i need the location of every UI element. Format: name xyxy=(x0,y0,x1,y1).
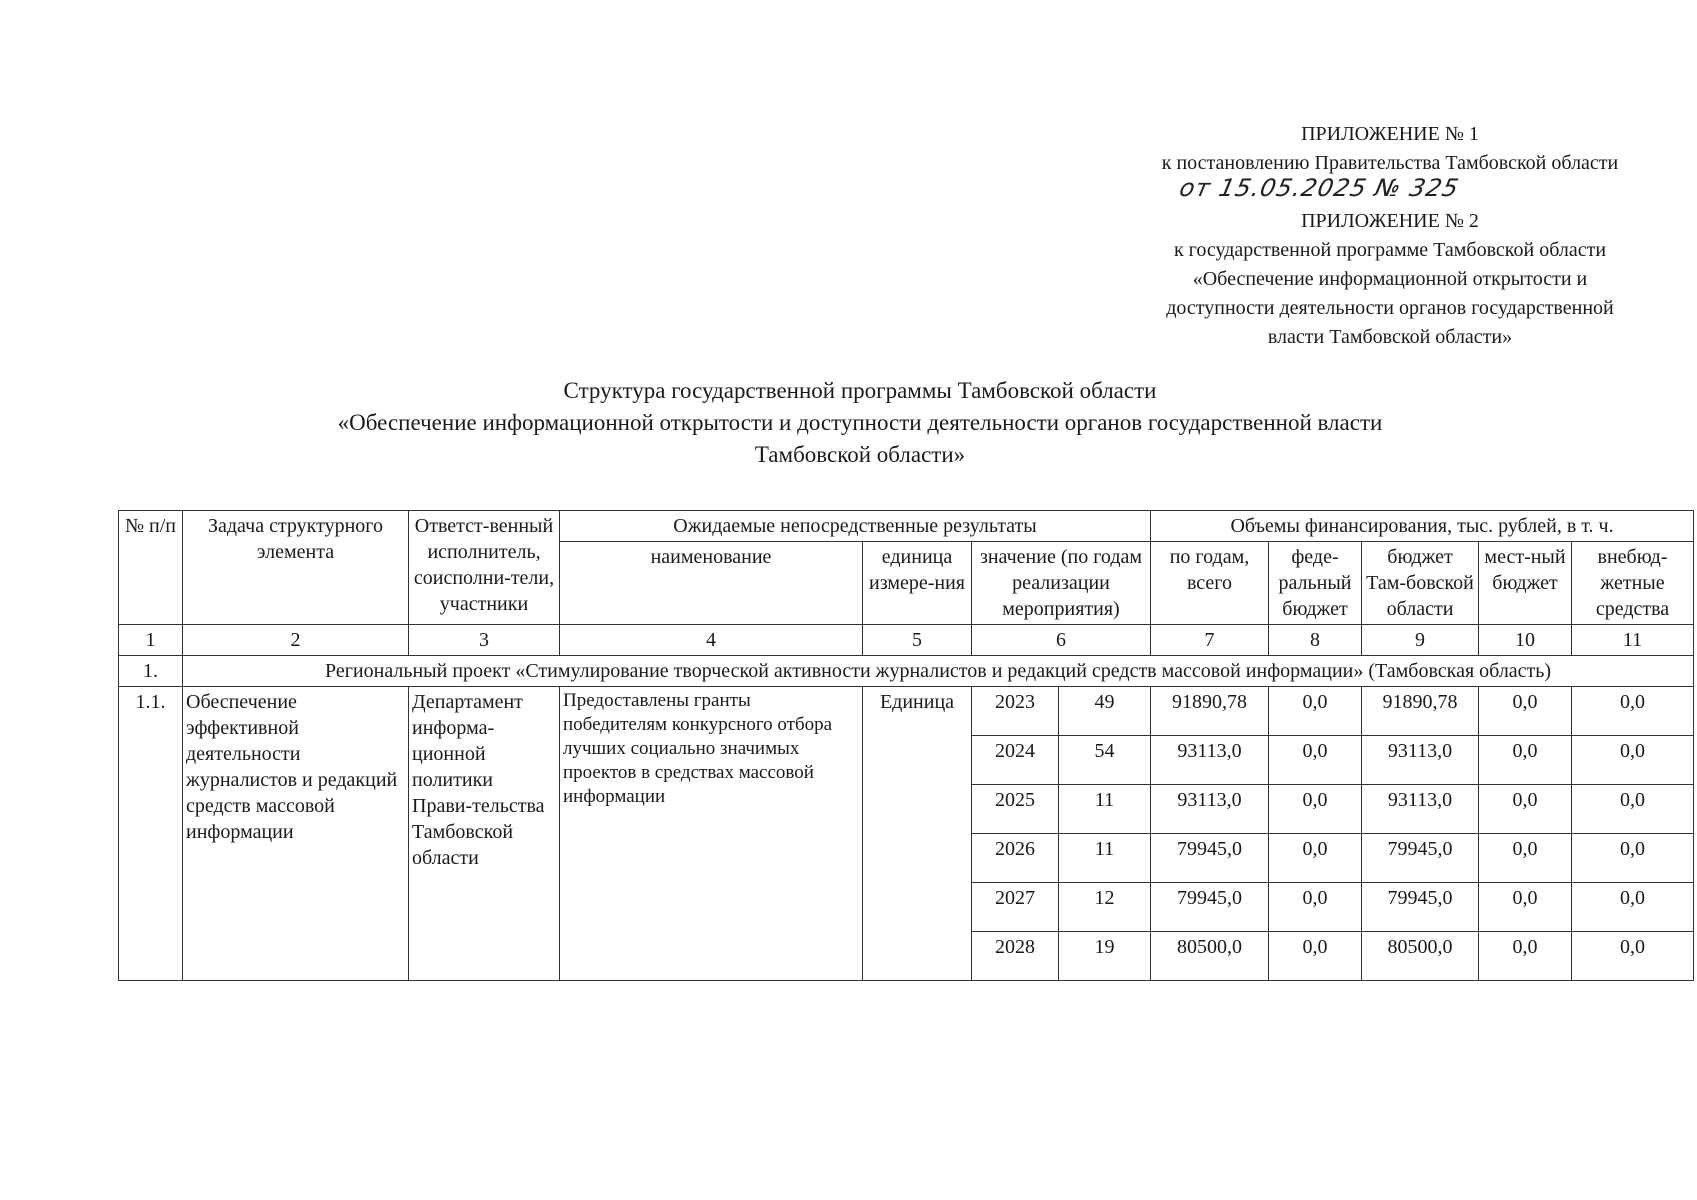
header-num: № п/п xyxy=(119,511,183,625)
title-line1: Структура государственной программы Тамбовской области xyxy=(563,378,1157,403)
document-title xyxy=(120,375,1600,471)
row-total: 93113,0 xyxy=(1151,785,1269,834)
row-value: 12 xyxy=(1059,883,1151,932)
header-name: наименование xyxy=(560,542,863,625)
row-extra: 0,0 xyxy=(1572,834,1694,883)
row-value: 19 xyxy=(1059,932,1151,981)
appendix1-label: ПРИЛОЖЕНИЕ № 1 xyxy=(1301,123,1479,145)
program-name-line1: «Обеспечение информационной открытости и xyxy=(1192,268,1588,290)
row-federal: 0,0 xyxy=(1269,687,1362,736)
header-regional: бюджет Там-бовской области xyxy=(1362,542,1479,625)
row-federal: 0,0 xyxy=(1269,932,1362,981)
row-federal: 0,0 xyxy=(1269,785,1362,834)
row-extra: 0,0 xyxy=(1572,785,1694,834)
row-extra: 0,0 xyxy=(1572,883,1694,932)
row-local: 0,0 xyxy=(1479,736,1572,785)
item-result: Предоставлены гранты победителям конкурсного отбора лучших социально значимых проектов в средствах массовой информации xyxy=(560,687,863,981)
program-name-line2: доступности деятельности органов государственной xyxy=(1166,297,1614,319)
row-local: 0,0 xyxy=(1479,785,1572,834)
row-total: 93113,0 xyxy=(1151,736,1269,785)
row-extra: 0,0 xyxy=(1572,687,1694,736)
header-federal: феде-ральный бюджет xyxy=(1269,542,1362,625)
row-total: 79945,0 xyxy=(1151,883,1269,932)
item-task: Обеспечение эффективной деятельности журналистов и редакций средств массовой информации xyxy=(183,687,409,981)
row-regional: 80500,0 xyxy=(1362,932,1479,981)
appendix-header xyxy=(1090,120,1690,352)
row-regional: 91890,78 xyxy=(1362,687,1479,736)
section-row xyxy=(119,656,1694,687)
row-year: 2024 xyxy=(972,736,1059,785)
title-line2: «Обеспечение информационной открытости и доступности деятельности органов государственной власти xyxy=(337,410,1383,435)
title-line3: Тамбовской области» xyxy=(754,442,966,467)
resolution-reference: к постановлению Правительства Тамбовской области xyxy=(1161,152,1619,174)
row-value: 11 xyxy=(1059,834,1151,883)
row-extra: 0,0 xyxy=(1572,932,1694,981)
header-responsible: Ответст-венный исполнитель, соисполни-тели, участники xyxy=(409,511,560,625)
column-number: 10 xyxy=(1479,625,1572,656)
row-federal: 0,0 xyxy=(1269,834,1362,883)
row-value: 49 xyxy=(1059,687,1151,736)
table-row xyxy=(119,687,1694,736)
row-year: 2025 xyxy=(972,785,1059,834)
item-responsible: Департамент информа-ционной политики Прави-тельства Тамбовской области xyxy=(409,687,560,981)
row-local: 0,0 xyxy=(1479,883,1572,932)
column-number: 5 xyxy=(863,625,972,656)
section-num: 1. xyxy=(119,656,183,687)
row-local: 0,0 xyxy=(1479,932,1572,981)
row-value: 11 xyxy=(1059,785,1151,834)
row-federal: 0,0 xyxy=(1269,883,1362,932)
row-total: 80500,0 xyxy=(1151,932,1269,981)
item-num: 1.1. xyxy=(119,687,183,981)
row-year: 2028 xyxy=(972,932,1059,981)
column-number: 4 xyxy=(560,625,863,656)
program-structure-table xyxy=(118,510,1694,981)
row-local: 0,0 xyxy=(1479,687,1572,736)
row-total: 79945,0 xyxy=(1151,834,1269,883)
header-by-years: по годам, всего xyxy=(1151,542,1269,625)
row-extra: 0,0 xyxy=(1572,736,1694,785)
column-number: 1 xyxy=(119,625,183,656)
column-number: 9 xyxy=(1362,625,1479,656)
column-number: 6 xyxy=(972,625,1151,656)
column-number: 3 xyxy=(409,625,560,656)
row-total: 91890,78 xyxy=(1151,687,1269,736)
row-year: 2023 xyxy=(972,687,1059,736)
header-expected-results: Ожидаемые непосредственные результаты xyxy=(560,511,1151,542)
column-number-row xyxy=(119,625,1694,656)
header-row-1 xyxy=(119,511,1694,542)
row-regional: 79945,0 xyxy=(1362,883,1479,932)
row-regional: 93113,0 xyxy=(1362,736,1479,785)
header-task: Задача структурного элемента xyxy=(183,511,409,625)
program-reference: к государственной программе Тамбовской области xyxy=(1173,239,1607,261)
column-number: 11 xyxy=(1572,625,1694,656)
handwritten-date-number: от 15.05.2025 № 325 xyxy=(1177,174,1462,202)
header-financing: Объемы финансирования, тыс. рублей, в т. ч. xyxy=(1151,511,1694,542)
header-unit: единица измере-ния xyxy=(863,542,972,625)
row-regional: 79945,0 xyxy=(1362,834,1479,883)
row-federal: 0,0 xyxy=(1269,736,1362,785)
item-unit: Единица xyxy=(863,687,972,981)
appendix2-label: ПРИЛОЖЕНИЕ № 2 xyxy=(1301,210,1479,232)
header-extra: внебюд-жетные средства xyxy=(1572,542,1694,625)
column-number: 8 xyxy=(1269,625,1362,656)
program-name-line3: власти Тамбовской области» xyxy=(1267,326,1513,348)
row-year: 2026 xyxy=(972,834,1059,883)
header-value: значение (по годам реализации мероприятия) xyxy=(972,542,1151,625)
row-value: 54 xyxy=(1059,736,1151,785)
row-local: 0,0 xyxy=(1479,834,1572,883)
column-number: 7 xyxy=(1151,625,1269,656)
column-number: 2 xyxy=(183,625,409,656)
row-year: 2027 xyxy=(972,883,1059,932)
header-local: мест-ный бюджет xyxy=(1479,542,1572,625)
section-title: Региональный проект «Стимулирование творческой активности журналистов и редакций средств массовой информации» (Тамбовская область) xyxy=(183,656,1694,687)
row-regional: 93113,0 xyxy=(1362,785,1479,834)
